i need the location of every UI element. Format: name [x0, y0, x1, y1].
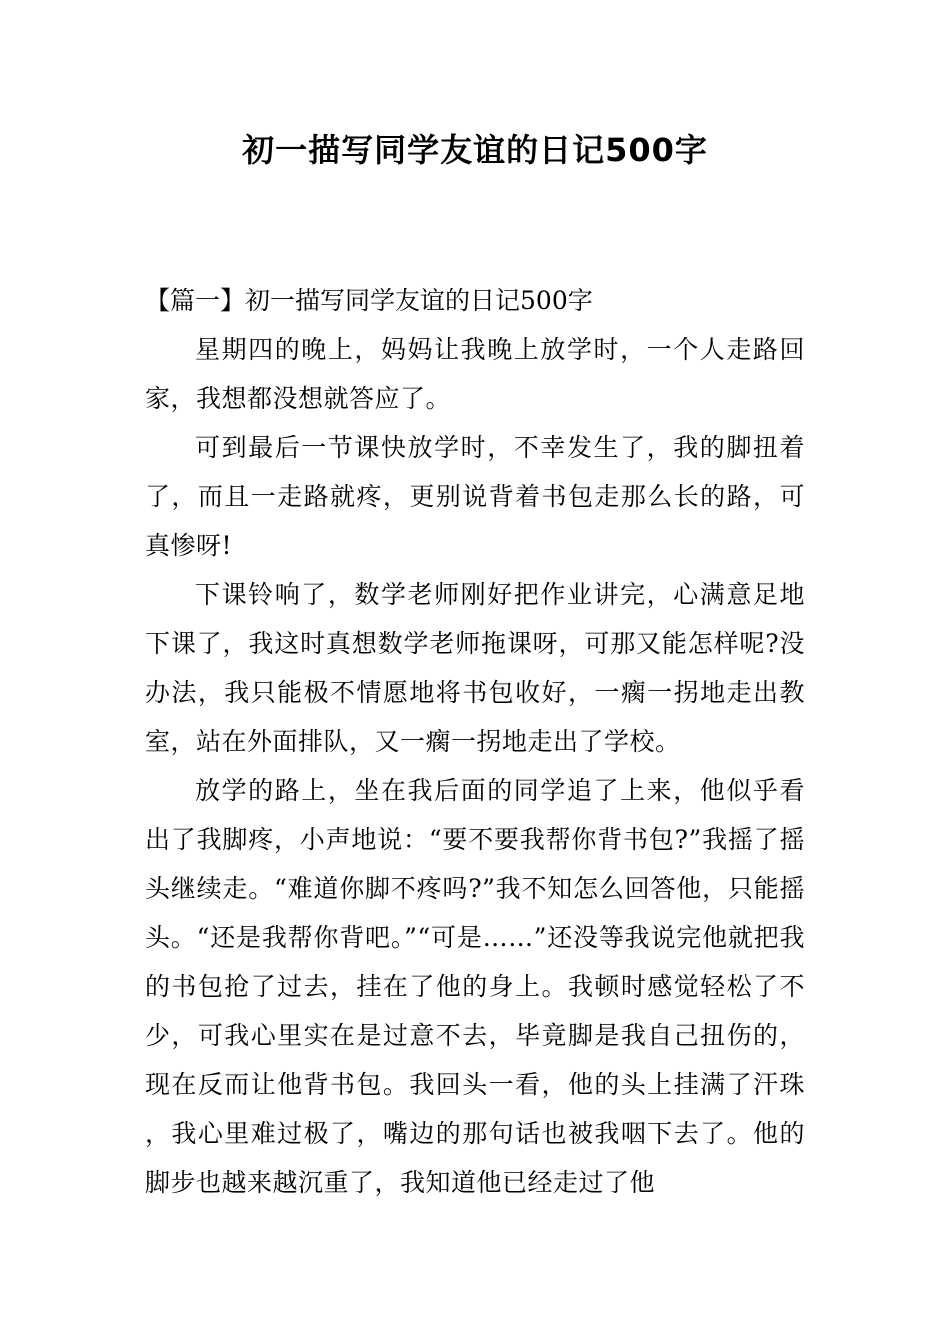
paragraph-2: 可到最后一节课快放学时，不幸发生了，我的脚扭着了，而且一走路就疼，更别说背着书包走那么长的路，可真惨呀! [145, 433, 805, 560]
section-heading: 【篇一】初一描写同学友谊的日记500字 [145, 286, 593, 315]
paragraph-1: 星期四的晚上，妈妈让我晚上放学时，一个人走路回家，我想都没想就答应了。 [145, 335, 805, 413]
document-title: 初一描写同学友谊的日记500字 [242, 131, 708, 169]
document-body [145, 276, 805, 1207]
paragraph-4: 放学的路上，坐在我后面的同学追了上来，他似乎看出了我脚疼，小声地说：“要不要我帮你背书包?”我摇了摇头继续走。“难道你脚不疼吗?”我不知怎么回答他，只能摇头。“还是我帮你背吧。”“可是……”还没等我说完他就把我的书包抢了过去，挂在了他的身上。我顿时感觉轻松了不少，可我心里实在是过意不去，毕竟脚是我自己扭伤的，现在反而让他背书包。我回头一看，他的头上挂满了汗珠，我心里难过极了，嘴边的那句话也被我咽下去了。他的脚步也越来越沉重了，我知道他已经走过了他 [145, 776, 805, 1197]
paragraph-3: 下课铃响了，数学老师刚好把作业讲完，心满意足地下课了，我这时真想数学老师拖课呀，可那又能怎样呢?没办法，我只能极不情愿地将书包收好，一瘸一拐地走出教室，站在外面排队，又一瘸一拐地走出了学校。 [145, 580, 805, 756]
